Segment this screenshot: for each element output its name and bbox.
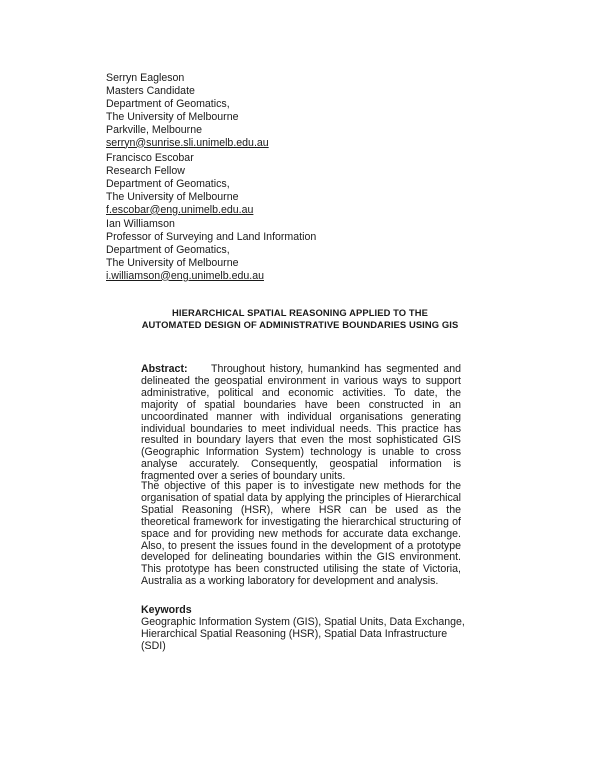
author-department: Department of Geomatics,	[106, 97, 230, 110]
author-block-eagleson	[106, 72, 269, 149]
author-name: Serryn Eagleson	[106, 72, 185, 84]
title-line-2: AUTOMATED DESIGN OF ADMINISTRATIVE BOUNDARIES USING GIS	[141, 318, 459, 330]
author-institution: The University of Melbourne	[106, 190, 239, 203]
author-position: Research Fellow	[106, 164, 185, 177]
abstract-label: Abstract:	[141, 363, 188, 375]
author-block-escobar	[106, 152, 253, 217]
author-institution: The University of Melbourne	[106, 110, 239, 123]
author-institution: The University of Melbourne	[106, 256, 239, 269]
author-email-link[interactable]: i.williamson@eng.unimelb.edu.au	[106, 269, 264, 282]
author-position: Professor of Surveying and Land Information	[106, 230, 317, 243]
keywords-heading: Keywords	[141, 604, 192, 616]
title-line-1: HIERARCHICAL SPATIAL REASONING APPLIED TO THE	[172, 307, 428, 318]
author-department: Department of Geomatics,	[106, 243, 230, 256]
paper-title	[100, 307, 500, 330]
author-name: Ian Williamson	[106, 218, 175, 230]
keywords-line-3: (SDI)	[141, 640, 166, 652]
author-location: Parkville, Melbourne	[106, 123, 202, 136]
author-email-link[interactable]: serryn@sunrise.sli.unimelb.edu.au	[106, 136, 269, 149]
author-email-link[interactable]: f.escobar@eng.unimelb.edu.au	[106, 203, 254, 216]
keywords-list	[141, 616, 465, 652]
abstract-text-2: The objective of this paper is to investigate new methods for the organisation of spatial data by applying the principles of Hierarchical Spatial Reasoning (HSR), where HSR can be used as the theoretical framework for investigating the hierarchical structuring of space and for providing new methods for accurate data exchange. Also, to present the issues found in the development of a prototype developed for delineating boundaries within the GIS environment. This prototype has been constructed utilising the state of Victoria, Australia as a working laboratory for development and analysis.	[141, 480, 461, 588]
keywords-line-2: Hierarchical Spatial Reasoning (HSR), Spatial Data Infrastructure	[141, 628, 448, 640]
author-name: Francisco Escobar	[106, 152, 194, 164]
author-block-williamson	[106, 218, 316, 283]
abstract-paragraph-1	[141, 364, 461, 483]
abstract-paragraph-2	[141, 481, 461, 588]
keywords-line-1: Geographic Information System (GIS), Spatial Units, Data Exchange,	[141, 616, 465, 628]
author-position: Masters Candidate	[106, 84, 195, 97]
abstract-text-1: Throughout history, humankind has segmented and delineated the geospatial environment in various ways to support administrative, political and economic activities. To date, the majority of spatial boundaries have been constructed in an uncoordinated manner with individual organisations generating individual boundaries to meet individual needs. This practice has resulted in boundary layers that even the most sophisticated GIS (Geographic Information System) technology is unable to cross analyse accurately. Consequently, geospatial information is fragmented over a series of boundary units.	[141, 363, 461, 483]
author-department: Department of Geomatics,	[106, 177, 230, 190]
